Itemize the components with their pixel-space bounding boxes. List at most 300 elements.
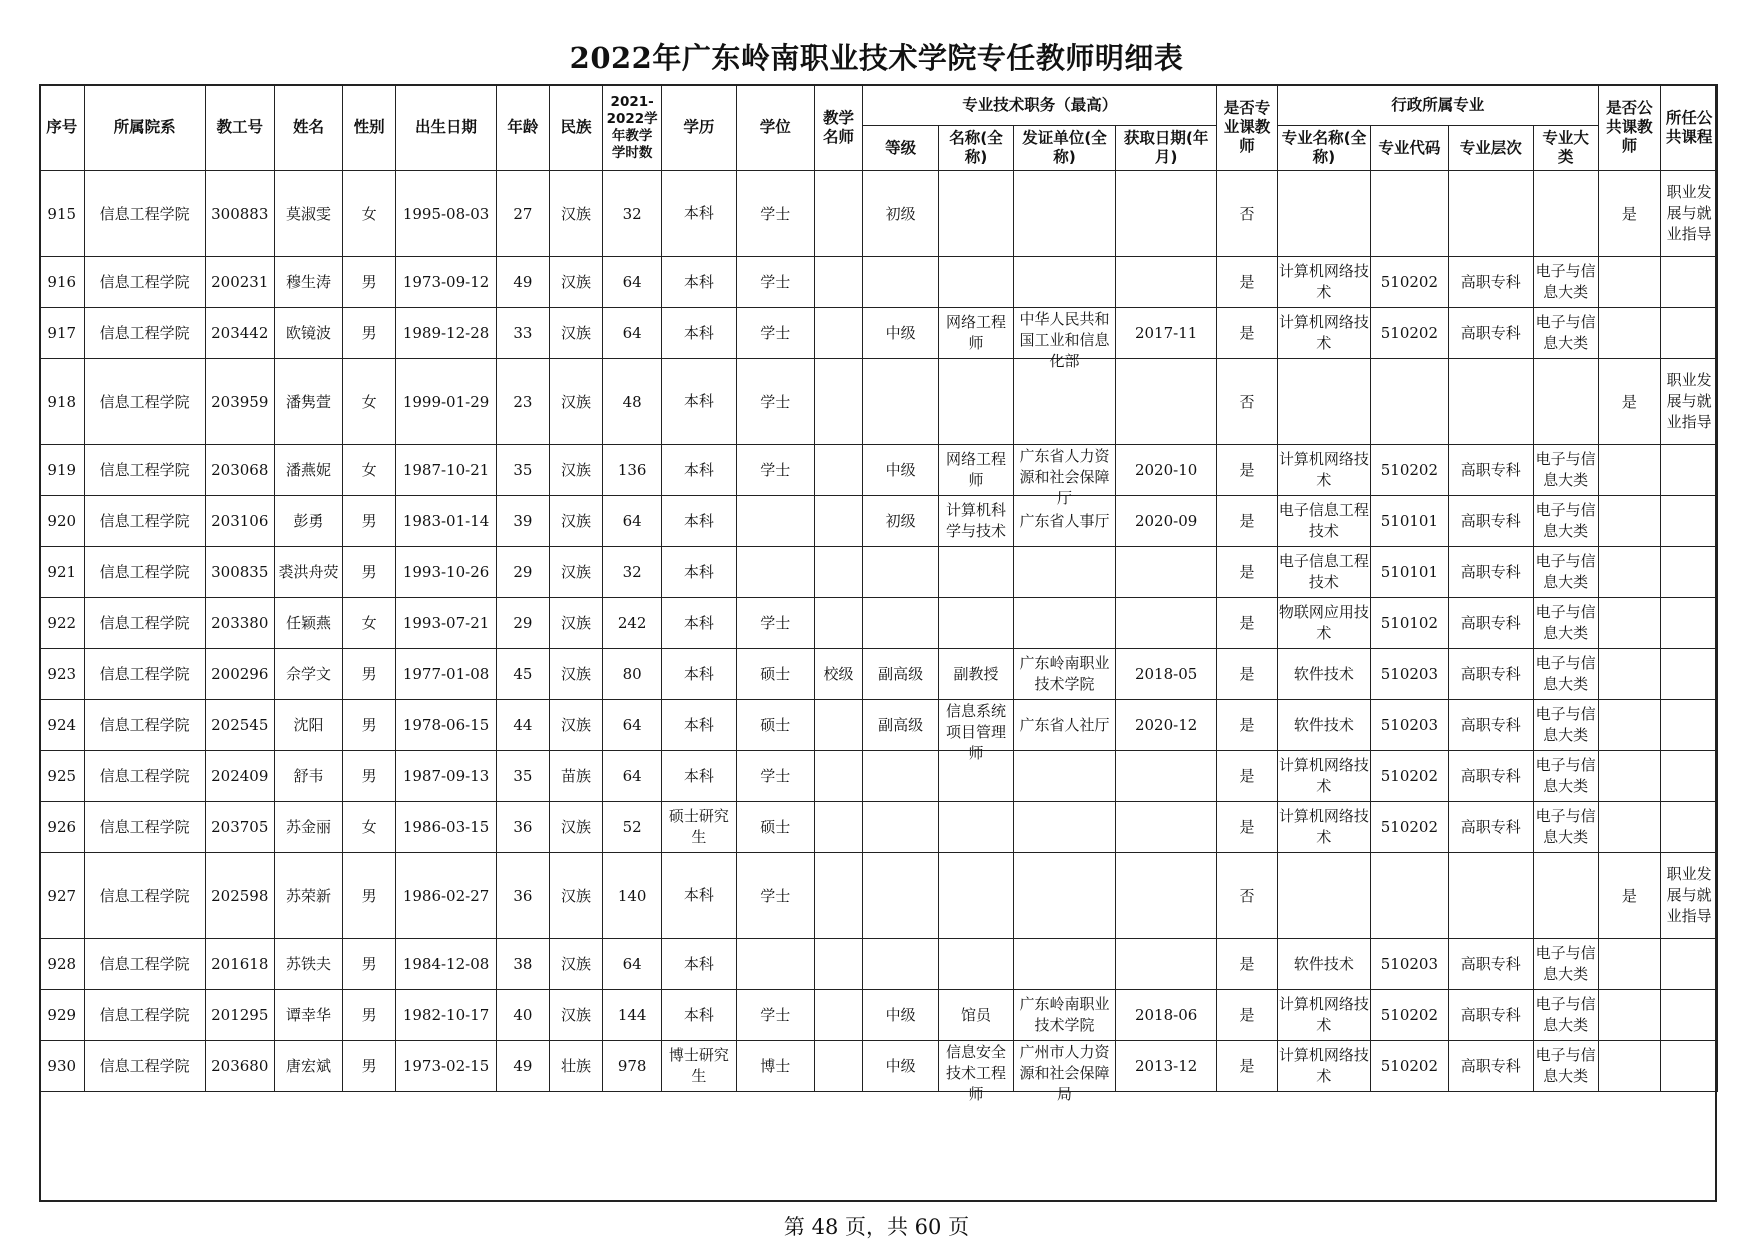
cell-degree: 学士: [736, 853, 814, 939]
cell-gender: 男: [343, 308, 396, 359]
cell-major-category: [1533, 751, 1598, 802]
cell-major-code: [1370, 359, 1448, 445]
cell-major-category: [1533, 445, 1598, 496]
cell-major-category-text: 电子与信息大类: [1535, 756, 1596, 795]
cell-birth: 1993-07-21: [395, 598, 496, 649]
cell-major-category: [1533, 171, 1598, 257]
header-degree: 学位: [736, 85, 814, 171]
cell-hours: 978: [603, 1041, 662, 1092]
cell-major-level: 高职专科: [1448, 496, 1533, 547]
cell-obtain-date: 2013-12: [1116, 1041, 1217, 1092]
cell-is-public-teacher: [1598, 598, 1661, 649]
cell-gender: 男: [343, 751, 396, 802]
cell-major-category: [1533, 496, 1598, 547]
cell-title-name-text: 计算机科学与技术: [945, 501, 1006, 540]
cell-obtain-date: 2020-10: [1116, 445, 1217, 496]
cell-level: 中级: [863, 308, 939, 359]
cell-education-text: 本科: [683, 613, 714, 632]
cell-level: 中级: [863, 1041, 939, 1092]
header-public-course: 所任公共课程: [1661, 85, 1718, 171]
cell-public-course: [1661, 547, 1718, 598]
cell-degree: 硕士: [736, 649, 814, 700]
cell-is-public-teacher: [1598, 496, 1661, 547]
cell-gender: 男: [343, 649, 396, 700]
cell-major-category-text: 电子与信息大类: [1535, 450, 1596, 489]
cell-degree: 学士: [736, 598, 814, 649]
cell-major-level: 高职专科: [1448, 939, 1533, 990]
cell-issuer: [1013, 257, 1115, 308]
cell-ethnicity: 汉族: [549, 308, 603, 359]
cell-major-category-text: 电子与信息大类: [1535, 552, 1596, 591]
cell-is-major-teacher: 是: [1217, 802, 1278, 853]
cell-title-name: [939, 445, 1014, 496]
header-level: 等级: [863, 126, 939, 171]
cell-public-course-text: 职业发展与就业指导: [1666, 865, 1712, 925]
cell-age: 38: [497, 939, 550, 990]
cell-is-major-teacher: 是: [1217, 1041, 1278, 1092]
cell-hours: 64: [603, 496, 662, 547]
cell-age: 27: [497, 171, 550, 257]
cell-age: 44: [497, 700, 550, 751]
cell-major-code: 510203: [1370, 939, 1448, 990]
cell-issuer: [1013, 990, 1115, 1041]
cell-level: 中级: [863, 990, 939, 1041]
cell-issuer: [1013, 171, 1115, 257]
cell-title-name: [939, 257, 1014, 308]
cell-major-code: 510202: [1370, 257, 1448, 308]
cell-gender: 女: [343, 598, 396, 649]
cell-dept: 信息工程学院: [84, 802, 205, 853]
cell-education: [661, 853, 736, 939]
cell-hours: 140: [603, 853, 662, 939]
cell-age: 40: [497, 990, 550, 1041]
cell-age: 23: [497, 359, 550, 445]
cell-is-major-teacher: 是: [1217, 990, 1278, 1041]
cell-hours: 136: [603, 445, 662, 496]
cell-education: [661, 445, 736, 496]
cell-seq: 928: [40, 939, 85, 990]
cell-birth: 1984-12-08: [395, 939, 496, 990]
cell-age: 35: [497, 751, 550, 802]
cell-dept: 信息工程学院: [84, 257, 205, 308]
cell-issuer-text: 广州市人力资源和社会保障局: [1019, 1043, 1110, 1103]
cell-issuer: [1013, 802, 1115, 853]
cell-major-code: 510202: [1370, 990, 1448, 1041]
cell-staff-id: 203680: [205, 1041, 274, 1092]
table-body: [40, 171, 1718, 1103]
cell-birth: 1999-01-29: [395, 359, 496, 445]
cell-staff-id: 203442: [205, 308, 274, 359]
cell-major-name: [1277, 547, 1370, 598]
cell-famous-teacher: [814, 257, 863, 308]
cell-education: [661, 990, 736, 1041]
cell-major-name: [1277, 700, 1370, 751]
cell-gender: 男: [343, 496, 396, 547]
cell-is-public-teacher: [1598, 939, 1661, 990]
header-staff-id: 教工号: [205, 85, 274, 171]
cell-major-level: 高职专科: [1448, 802, 1533, 853]
cell-is-major-teacher: 是: [1217, 547, 1278, 598]
cell-dept: 信息工程学院: [84, 598, 205, 649]
cell-major-name-text: 物联网应用技术: [1278, 603, 1369, 642]
cell-seq: 927: [40, 853, 85, 939]
cell-seq: 926: [40, 802, 85, 853]
cell-major-category-text: 电子与信息大类: [1535, 654, 1596, 693]
cell-major-category: [1533, 700, 1598, 751]
cell-major-name: [1277, 171, 1370, 257]
cell-is-public-teacher: 是: [1598, 853, 1661, 939]
cell-is-major-teacher: 是: [1217, 496, 1278, 547]
cell-staff-id: 203068: [205, 445, 274, 496]
cell-public-course: [1661, 257, 1718, 308]
cell-age: 35: [497, 445, 550, 496]
cell-dept: 信息工程学院: [84, 547, 205, 598]
cell-issuer: [1013, 547, 1115, 598]
cell-major-name: [1277, 990, 1370, 1041]
cell-name: 苏铁夫: [274, 939, 343, 990]
table-row: [40, 751, 1718, 802]
cell-degree: 学士: [736, 359, 814, 445]
header-title-name: 名称(全称): [939, 126, 1014, 171]
cell-staff-id: 200296: [205, 649, 274, 700]
cell-seq: 923: [40, 649, 85, 700]
cell-hours: 48: [603, 359, 662, 445]
cell-title-name: [939, 547, 1014, 598]
cell-major-name-text: 计算机网络技术: [1278, 756, 1369, 795]
cell-ethnicity: 汉族: [549, 547, 603, 598]
cell-issuer: [1013, 308, 1115, 370]
cell-name: 潘燕妮: [274, 445, 343, 496]
cell-level: [863, 939, 939, 990]
cell-hours: 64: [603, 751, 662, 802]
cell-level: [863, 547, 939, 598]
cell-ethnicity: 汉族: [549, 853, 603, 939]
cell-is-major-teacher: 是: [1217, 751, 1278, 802]
cell-obtain-date: [1116, 257, 1217, 308]
cell-major-category: [1533, 308, 1598, 359]
cell-major-name-text: 计算机网络技术: [1278, 450, 1369, 489]
cell-name: 沈阳: [274, 700, 343, 751]
cell-hours: 64: [603, 257, 662, 308]
cell-education-text: 硕士研究生: [668, 807, 729, 846]
cell-major-code: 510202: [1370, 751, 1448, 802]
cell-major-level: 高职专科: [1448, 649, 1533, 700]
cell-ethnicity: 汉族: [549, 359, 603, 445]
header-is-public-teacher: 是否公共课教师: [1598, 85, 1661, 171]
cell-is-public-teacher: 是: [1598, 359, 1661, 445]
cell-ethnicity: 汉族: [549, 171, 603, 257]
table-row: [40, 308, 1718, 359]
cell-title-name: [939, 359, 1014, 445]
header-age: 年龄: [497, 85, 550, 171]
cell-age: 49: [497, 1041, 550, 1092]
cell-major-level: [1448, 853, 1533, 939]
cell-staff-id: 202409: [205, 751, 274, 802]
cell-level: [863, 853, 939, 939]
cell-education-text: 本科: [683, 954, 714, 973]
cell-famous-teacher: [814, 700, 863, 751]
cell-title-name: [939, 649, 1014, 700]
cell-hours: 64: [603, 308, 662, 359]
header-major-name: 专业名称(全称): [1277, 126, 1370, 171]
cell-ethnicity: 苗族: [549, 751, 603, 802]
cell-gender: 男: [343, 939, 396, 990]
cell-issuer-text: 广东岭南职业技术学院: [1019, 995, 1110, 1034]
cell-major-code: 510202: [1370, 445, 1448, 496]
cell-major-code: 510102: [1370, 598, 1448, 649]
cell-education: [661, 496, 736, 547]
cell-seq: 920: [40, 496, 85, 547]
cell-degree: 学士: [736, 308, 814, 359]
cell-age: 33: [497, 308, 550, 359]
cell-hours: 32: [603, 171, 662, 257]
cell-major-category-text: 电子与信息大类: [1535, 944, 1596, 983]
cell-dept: 信息工程学院: [84, 445, 205, 496]
header-famous-teacher: 教学名师: [814, 85, 863, 171]
cell-title-name-text: 信息安全技术工程师: [945, 1043, 1006, 1103]
cell-famous-teacher: [814, 547, 863, 598]
cell-hours: 52: [603, 802, 662, 853]
cell-famous-teacher: 校级: [814, 649, 863, 700]
cell-gender: 男: [343, 700, 396, 751]
cell-obtain-date: 2020-12: [1116, 700, 1217, 751]
table-header: [40, 85, 1718, 171]
cell-education-text: 本科: [683, 272, 714, 291]
cell-famous-teacher: [814, 308, 863, 359]
cell-birth: 1987-10-21: [395, 445, 496, 496]
cell-age: 36: [497, 802, 550, 853]
cell-education: [661, 1041, 736, 1092]
cell-issuer-text: 广东省人力资源和社会保障厅: [1019, 447, 1110, 507]
cell-major-code: 510203: [1370, 700, 1448, 751]
cell-degree: 学士: [736, 257, 814, 308]
cell-major-level: [1448, 359, 1533, 445]
cell-staff-id: 202545: [205, 700, 274, 751]
cell-degree: 学士: [736, 445, 814, 496]
cell-major-level: 高职专科: [1448, 308, 1533, 359]
cell-level: [863, 751, 939, 802]
cell-obtain-date: [1116, 171, 1217, 257]
cell-title-name: [939, 700, 1014, 762]
cell-major-code: 510202: [1370, 1041, 1448, 1092]
cell-title-name-text: 网络工程师: [945, 313, 1006, 352]
cell-public-course: [1661, 649, 1718, 700]
cell-major-category-text: 电子与信息大类: [1535, 995, 1596, 1034]
cell-staff-id: 300883: [205, 171, 274, 257]
header-obtain-date: 获取日期(年月): [1116, 126, 1217, 171]
cell-staff-id: 203705: [205, 802, 274, 853]
cell-birth: 1978-06-15: [395, 700, 496, 751]
cell-major-name-text: 软件技术: [1293, 664, 1354, 683]
cell-major-name-text: 电子信息工程技术: [1278, 501, 1369, 540]
cell-is-major-teacher: 是: [1217, 598, 1278, 649]
cell-name: 裘洪舟荧: [274, 547, 343, 598]
cell-gender: 男: [343, 547, 396, 598]
cell-education: [661, 598, 736, 649]
table-row: [40, 700, 1718, 751]
cell-degree: 硕士: [736, 700, 814, 751]
header-admin-major-group: 行政所属专业: [1277, 85, 1598, 126]
cell-degree: 学士: [736, 171, 814, 257]
cell-major-name-text: 计算机网络技术: [1278, 807, 1369, 846]
cell-is-major-teacher: 否: [1217, 853, 1278, 939]
cell-education-text: 本科: [683, 562, 714, 581]
table-row: [40, 853, 1718, 939]
page-footer: 第 48 页，共 60 页: [783, 1215, 970, 1239]
cell-obtain-date: 2018-05: [1116, 649, 1217, 700]
cell-age: 29: [497, 598, 550, 649]
cell-age: 36: [497, 853, 550, 939]
cell-education-text: 本科: [683, 392, 714, 410]
cell-name: 潘隽萱: [274, 359, 343, 445]
cell-major-code: 510202: [1370, 802, 1448, 853]
cell-gender: 女: [343, 802, 396, 853]
cell-major-name: [1277, 751, 1370, 802]
cell-major-code: [1370, 171, 1448, 257]
cell-dept: 信息工程学院: [84, 1041, 205, 1092]
page-title: 2022年广东岭南职业技术学院专任教师明细表: [569, 41, 1184, 75]
header-is-major-teacher: 是否专业课教师: [1217, 85, 1278, 171]
cell-education: [661, 547, 736, 598]
cell-level: [863, 257, 939, 308]
cell-education-text: 本科: [683, 460, 714, 479]
cell-name: 谭幸华: [274, 990, 343, 1041]
cell-ethnicity: 汉族: [549, 649, 603, 700]
cell-is-major-teacher: 是: [1217, 308, 1278, 359]
cell-level: [863, 802, 939, 853]
cell-education-text: 本科: [683, 766, 714, 785]
cell-is-public-teacher: [1598, 257, 1661, 308]
table-row: [40, 171, 1718, 257]
cell-major-name: [1277, 308, 1370, 359]
cell-title-name: [939, 939, 1014, 990]
cell-major-category-text: 电子与信息大类: [1535, 313, 1596, 352]
cell-major-level: 高职专科: [1448, 700, 1533, 751]
cell-name: 苏荣新: [274, 853, 343, 939]
cell-is-public-teacher: [1598, 308, 1661, 359]
cell-name: 欧镜波: [274, 308, 343, 359]
cell-birth: 1977-01-08: [395, 649, 496, 700]
table-row: [40, 445, 1718, 496]
cell-major-category: [1533, 649, 1598, 700]
cell-major-category: [1533, 853, 1598, 939]
cell-seq: 918: [40, 359, 85, 445]
cell-staff-id: 203959: [205, 359, 274, 445]
cell-dept: 信息工程学院: [84, 496, 205, 547]
cell-degree: 博士: [736, 1041, 814, 1092]
cell-major-category: [1533, 547, 1598, 598]
cell-is-major-teacher: 否: [1217, 359, 1278, 445]
cell-gender: 女: [343, 445, 396, 496]
cell-level: 副高级: [863, 700, 939, 751]
cell-ethnicity: 汉族: [549, 445, 603, 496]
cell-education: [661, 308, 736, 359]
cell-dept: 信息工程学院: [84, 990, 205, 1041]
header-name: 姓名: [274, 85, 343, 171]
header-prof-title-group: 专业技术职务（最高）: [863, 85, 1217, 126]
cell-hours: 242: [603, 598, 662, 649]
cell-major-name: [1277, 257, 1370, 308]
cell-dept: 信息工程学院: [84, 853, 205, 939]
cell-degree: 学士: [736, 751, 814, 802]
cell-major-code: 510101: [1370, 547, 1448, 598]
cell-dept: 信息工程学院: [84, 751, 205, 802]
cell-is-major-teacher: 是: [1217, 939, 1278, 990]
cell-famous-teacher: [814, 802, 863, 853]
cell-obtain-date: [1116, 359, 1217, 445]
cell-major-level: 高职专科: [1448, 751, 1533, 802]
cell-ethnicity: 汉族: [549, 802, 603, 853]
cell-major-category-text: 电子与信息大类: [1535, 1046, 1596, 1085]
cell-public-course: [1661, 1041, 1718, 1092]
table-row: [40, 1041, 1718, 1092]
cell-major-code: [1370, 853, 1448, 939]
cell-ethnicity: 汉族: [549, 990, 603, 1041]
cell-education: [661, 939, 736, 990]
cell-title-name: [939, 308, 1014, 359]
cell-major-name-text: 计算机网络技术: [1278, 262, 1369, 301]
cell-famous-teacher: [814, 853, 863, 939]
cell-ethnicity: 汉族: [549, 257, 603, 308]
cell-is-major-teacher: 是: [1217, 257, 1278, 308]
cell-major-category-text: 电子与信息大类: [1535, 603, 1596, 642]
cell-staff-id: 300835: [205, 547, 274, 598]
cell-is-public-teacher: [1598, 445, 1661, 496]
cell-education: [661, 751, 736, 802]
cell-major-name-text: 计算机网络技术: [1278, 313, 1369, 352]
cell-ethnicity: 汉族: [549, 598, 603, 649]
cell-birth: 1989-12-28: [395, 308, 496, 359]
cell-dept: 信息工程学院: [84, 939, 205, 990]
cell-obtain-date: [1116, 939, 1217, 990]
cell-name: 唐宏斌: [274, 1041, 343, 1092]
cell-public-course: [1661, 990, 1718, 1041]
cell-famous-teacher: [814, 171, 863, 257]
cell-major-category-text: 电子与信息大类: [1535, 501, 1596, 540]
cell-education: [661, 359, 736, 445]
cell-public-course: [1661, 598, 1718, 649]
cell-major-category-text: 电子与信息大类: [1535, 807, 1596, 846]
cell-gender: 男: [343, 990, 396, 1041]
cell-level: [863, 359, 939, 445]
cell-age: 29: [497, 547, 550, 598]
cell-major-name: [1277, 598, 1370, 649]
cell-major-category-text: 电子与信息大类: [1535, 262, 1596, 301]
cell-is-public-teacher: [1598, 649, 1661, 700]
cell-ethnicity: 壮族: [549, 1041, 603, 1092]
teacher-table: [39, 84, 1718, 1103]
cell-hours: 64: [603, 700, 662, 751]
cell-education-text: 本科: [683, 204, 714, 222]
cell-gender: 男: [343, 1041, 396, 1092]
cell-major-code: 510203: [1370, 649, 1448, 700]
cell-major-level: 高职专科: [1448, 257, 1533, 308]
cell-obtain-date: 2017-11: [1116, 308, 1217, 359]
cell-issuer: [1013, 939, 1115, 990]
cell-major-level: [1448, 171, 1533, 257]
cell-degree: 硕士: [736, 802, 814, 853]
table-row: [40, 598, 1718, 649]
cell-is-public-teacher: [1598, 990, 1661, 1041]
cell-major-category: [1533, 990, 1598, 1041]
header-major-level: 专业层次: [1448, 126, 1533, 171]
cell-seq: 930: [40, 1041, 85, 1092]
cell-staff-id: 200231: [205, 257, 274, 308]
cell-education: [661, 649, 736, 700]
cell-seq: 919: [40, 445, 85, 496]
cell-name: 彭勇: [274, 496, 343, 547]
cell-major-name-text: 软件技术: [1293, 715, 1354, 734]
